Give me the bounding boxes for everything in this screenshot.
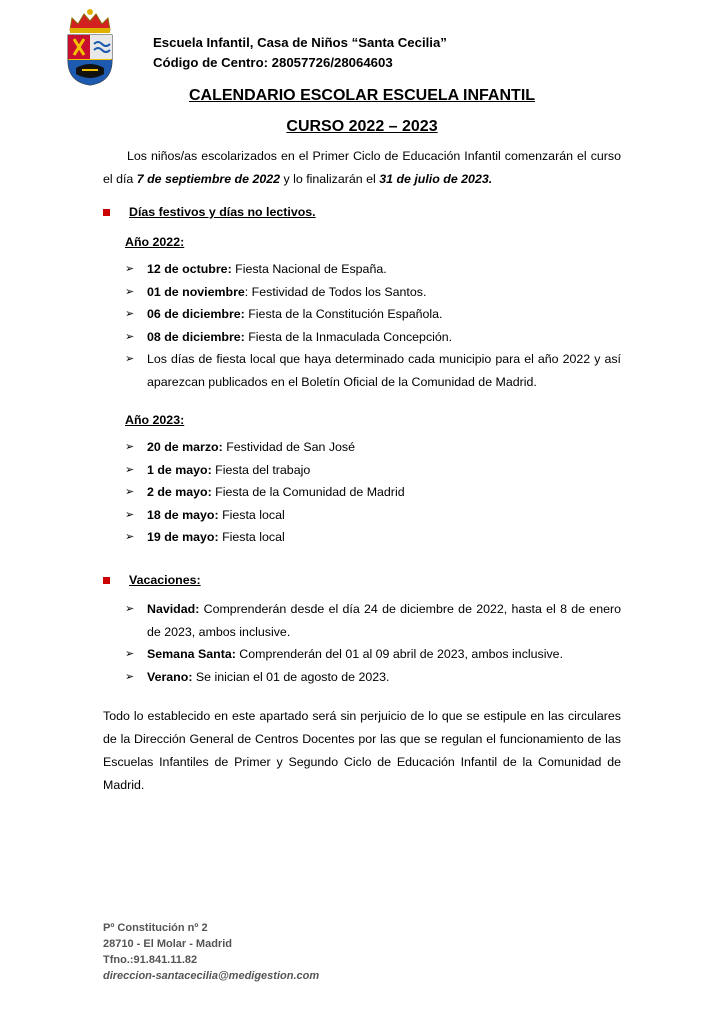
item-text: Festividad de San José (222, 440, 355, 454)
arrowhead-right-icon: ➢ (125, 669, 135, 683)
item-text: Se inician el 01 de agosto de 2023. (192, 669, 390, 684)
list-item (125, 348, 621, 393)
item-date: 20 de marzo: (147, 440, 223, 454)
footer-address: Pº Constitución nº 2 (103, 922, 208, 934)
item-date: 08 de diciembre: (147, 329, 245, 344)
item-date: 2 de mayo: (147, 485, 212, 499)
list-item (125, 303, 621, 326)
coat-of-arms-icon (64, 8, 116, 86)
arrowhead-right-icon: ➢ (125, 602, 135, 615)
year-2023-label: Año 2023: (125, 413, 185, 427)
list-item (125, 504, 621, 527)
footer-contact (103, 920, 319, 984)
end-date: 31 de julio de 2023. (379, 172, 493, 186)
item-text: Fiesta de la Inmaculada Concepción. (244, 329, 453, 344)
list-item (125, 326, 621, 349)
list-item (125, 598, 621, 643)
item-text: Fiesta Nacional de España. (231, 262, 387, 276)
document-subtitle: CURSO 2022 – 2023 (286, 118, 438, 135)
holidays-2022-list (125, 258, 621, 393)
arrowhead-right-icon: ➢ (125, 440, 135, 453)
arrowhead-right-icon: ➢ (125, 307, 135, 320)
list-item (125, 526, 621, 549)
item-text: Comprenderán del 01 al 09 abril de 2023, ambos inclusive. (235, 647, 564, 661)
start-date: 7 de septiembre de 2022 (136, 172, 281, 186)
vacations-heading (103, 573, 201, 587)
intro-paragraph (103, 145, 621, 191)
item-text: Fiesta de la Comunidad de Madrid (211, 485, 405, 499)
list-item (125, 258, 621, 281)
vacations-heading-text: Vacaciones: (129, 573, 201, 587)
square-bullet-icon (103, 209, 110, 216)
arrowhead-right-icon: ➢ (125, 507, 135, 521)
list-item (125, 666, 621, 689)
item-date: 1 de mayo: (147, 462, 212, 477)
year-2022-label: Año 2022: (125, 235, 185, 249)
list-item (125, 281, 621, 304)
item-text: Fiesta de la Constitución Española. (244, 307, 443, 321)
item-date: 19 de mayo: (147, 530, 219, 544)
item-text: Los días de fiesta local que haya determinado cada municipio para el año 2022 y así aparezcan publicados en el Boletín Oficial de la Comunidad de Madrid. (147, 352, 621, 389)
item-label: Navidad: (147, 602, 200, 616)
item-date: 06 de diciembre: (147, 307, 245, 321)
school-header (153, 33, 447, 73)
arrowhead-right-icon: ➢ (125, 262, 135, 275)
arrowhead-right-icon: ➢ (125, 485, 135, 498)
arrowhead-right-icon: ➢ (125, 462, 135, 476)
vacations-list (125, 598, 621, 688)
arrowhead-right-icon: ➢ (125, 284, 135, 298)
square-bullet-icon (103, 577, 110, 584)
item-label: Semana Santa: (147, 647, 236, 661)
arrowhead-right-icon: ➢ (125, 530, 135, 543)
document-title: CALENDARIO ESCOLAR ESCUELA INFANTIL (188, 87, 536, 104)
footer-phone: Tfno.:91.841.11.82 (103, 954, 198, 966)
item-text: : Festividad de Todos los Santos. (244, 284, 427, 299)
list-item (125, 481, 621, 504)
holidays-2023-list (125, 436, 621, 549)
arrowhead-right-icon: ➢ (125, 329, 135, 343)
item-text: Comprenderán desde el día 24 de diciembre de 2022, hasta el 8 de enero de 2023, ambos inclusive. (147, 602, 621, 639)
item-date: 01 de noviembre (147, 284, 245, 299)
item-text: Fiesta del trabajo (211, 462, 311, 477)
list-item (125, 436, 621, 459)
item-date: 18 de mayo: (147, 507, 219, 522)
closing-paragraph: Todo lo establecido en este apartado será sin perjuicio de lo que se estipule en las circulares de la Dirección General de Centros Docentes por las que se regulan el funcionamiento de las Escuelas Infantiles de Primer y Segundo Ciclo de Educación Infantil de la Comunidad de Madrid. (103, 709, 621, 792)
holidays-heading (103, 205, 316, 219)
list-item (125, 459, 621, 482)
list-item (125, 643, 621, 666)
item-date: 12 de octubre: (147, 262, 232, 276)
item-text: Fiesta local (218, 530, 285, 544)
item-label: Verano: (147, 669, 193, 684)
arrowhead-right-icon: ➢ (125, 352, 135, 365)
school-name: Escuela Infantil, Casa de Niños “Santa Cecilia” (153, 35, 447, 50)
footer-city: 28710 - El Molar - Madrid (103, 938, 232, 950)
intro-text-a: Los niños/as escolarizados en el Primer Ciclo de Educación Infantil comenzarán el curso el día (103, 149, 621, 186)
item-text: Fiesta local (218, 507, 285, 522)
center-code: Código de Centro: 28057726/28064603 (153, 55, 393, 70)
holidays-heading-text: Días festivos y días no lectivos. (129, 205, 316, 219)
footer-email[interactable]: direccion-santacecilia@medigestion.com (103, 970, 320, 982)
arrowhead-right-icon: ➢ (125, 647, 135, 660)
intro-text-b: y lo finalizarán el (280, 172, 380, 186)
